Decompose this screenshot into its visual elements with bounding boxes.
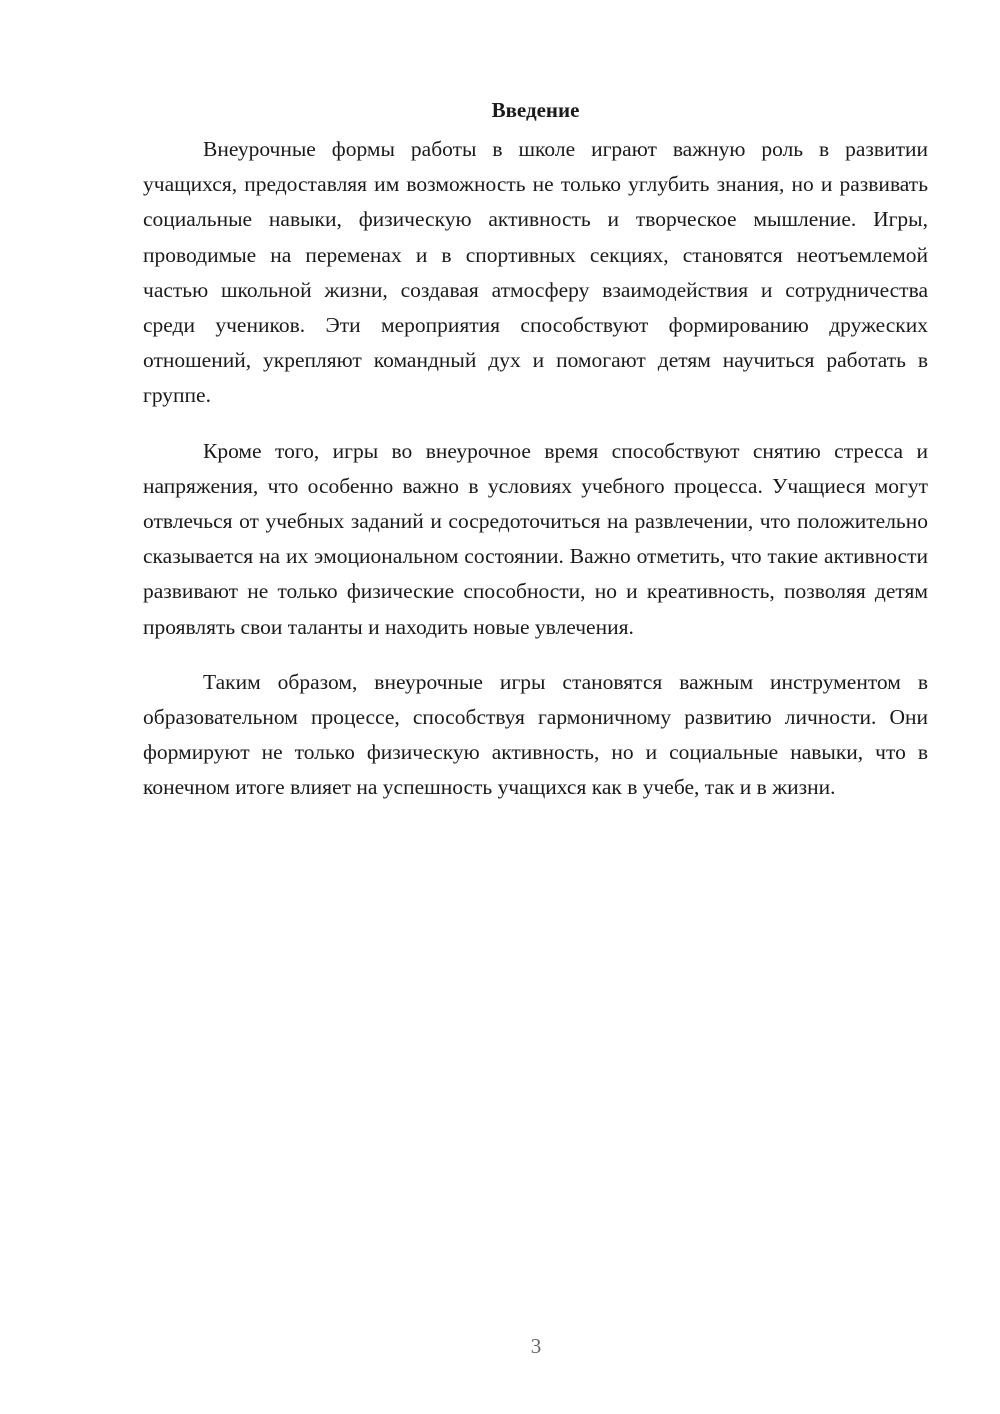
paragraph-2: Кроме того, игры во внеурочное время способствуют снятию стресса и напряжения, что особенно важно в условиях учебного процесса. Учащиеся могут отвлечься от учебных заданий и сосредоточиться на развлечении, что положительно сказывается на их эмоциональном состоянии. Важно отметить, что такие активности развивают не только физические способности, но и креативность, позволяя детям проявлять свои таланты и находить новые увлечения. bbox=[143, 438, 928, 639]
section-heading: Введение bbox=[491, 98, 580, 122]
page-number: 3 bbox=[530, 1334, 542, 1358]
page-content bbox=[143, 92, 928, 826]
paragraph-3: Таким образом, внеурочные игры становятся важным инструментом в образовательном процессе, способствуя гармоничному развитию личности. Они формируют не только физическую активность, но и социальные навыки, что в конечном итоге влияет на успешность учащихся как в учебе, так и в жизни. bbox=[143, 669, 928, 800]
paragraph-1: Внеурочные формы работы в школе играют важную роль в развитии учащихся, предоставляя им возможность не только углубить знания, но и развивать социальные навыки, физическую активность и творческое мышление. Игры, проводимые на переменах и в спортивных секциях, становятся неотъемлемой частью школьной жизни, создавая атмосферу взаимодействия и сотрудничества среди учеников. Эти мероприятия способствуют формированию дружеских отношений, укрепляют командный дух и помогают детям научиться работать в группе. bbox=[143, 137, 928, 408]
